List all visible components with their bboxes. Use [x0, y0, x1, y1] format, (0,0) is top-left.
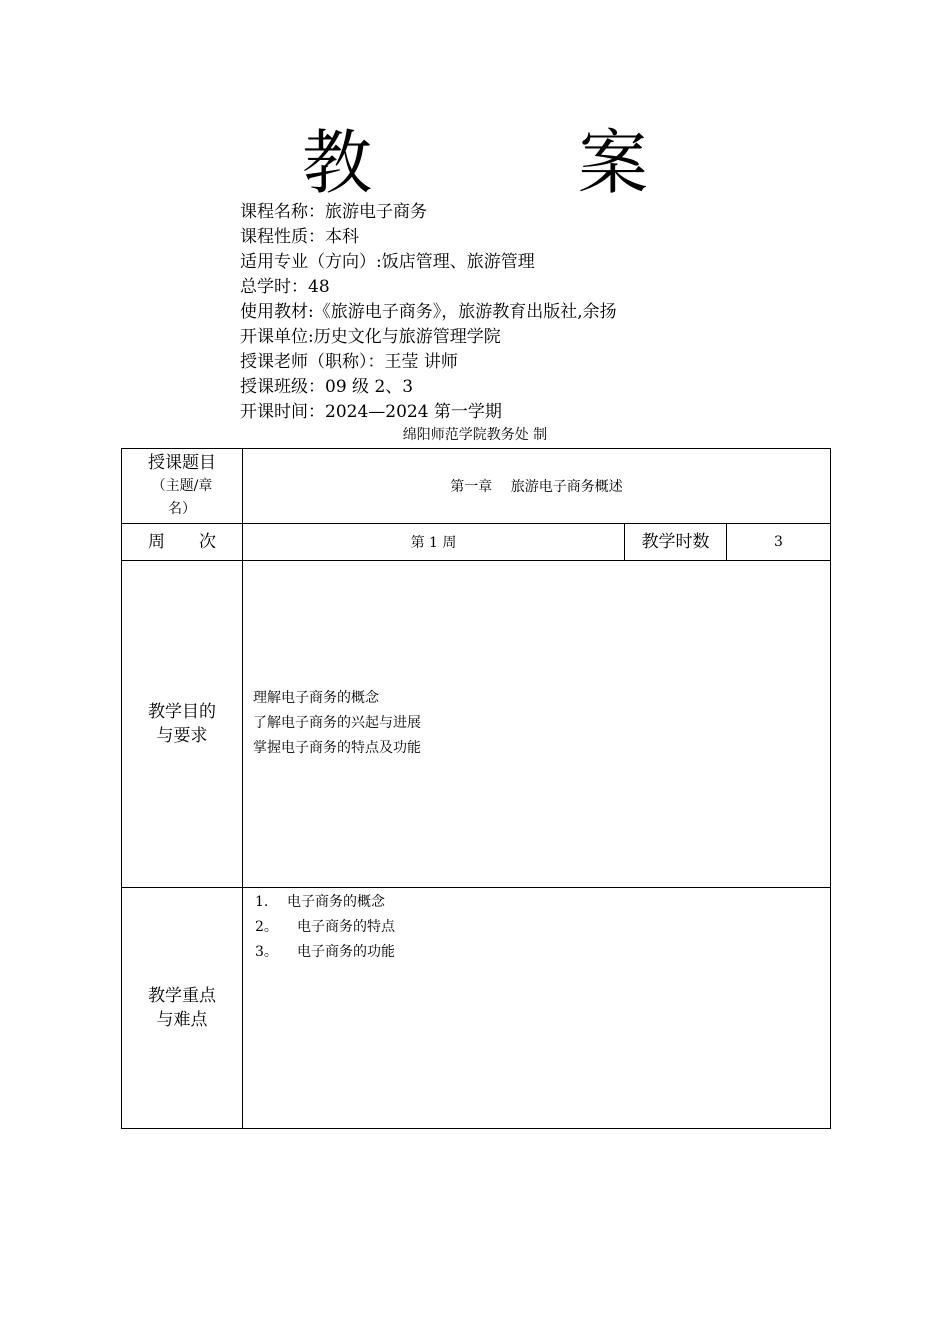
- key-label-1: 教学重点: [148, 986, 216, 1006]
- list-text: 电子商务的概念: [287, 894, 385, 910]
- textbook: 使用教材:《旅游电子商务》，旅游教育出版社,余扬: [240, 302, 617, 322]
- offering-unit: 开课单位:历史文化与旅游管理学院: [240, 327, 501, 347]
- topic-value: 第一章 旅游电子商务概述: [243, 449, 831, 524]
- key-label-cell: [122, 888, 243, 1129]
- list-text: 电子商务的特点: [297, 919, 395, 935]
- goal-item: 了解电子商务的兴起与进展: [253, 715, 421, 731]
- teacher: 授课老师（职称）：王莹 讲师: [240, 352, 458, 372]
- key-points-content: [243, 888, 831, 1129]
- list-item: [255, 915, 830, 940]
- week-value: 第 1 周: [243, 524, 625, 561]
- class: 授课班级：09 级 2、3: [240, 377, 414, 397]
- hours-value: 3: [727, 524, 831, 561]
- topic-sublabel-2: 名）: [168, 501, 196, 517]
- lesson-plan-table: [121, 448, 831, 1129]
- course-nature: 课程性质：本科: [240, 227, 359, 247]
- goals-content: [243, 561, 831, 888]
- list-number: 2。: [255, 919, 278, 935]
- week-row: [122, 524, 831, 561]
- list-text: 电子商务的功能: [297, 944, 395, 960]
- course-info: [240, 200, 617, 425]
- hours-label: 教学时数: [625, 524, 727, 561]
- week-label: 周 次: [122, 524, 243, 561]
- topic-label-cell: [122, 449, 243, 524]
- total-hours: 总学时：48: [240, 277, 330, 297]
- key-label-2: 与难点: [156, 1010, 208, 1030]
- goal-item: 掌握电子商务的特点及功能: [253, 740, 421, 756]
- goals-label-2: 与要求: [156, 726, 208, 746]
- goals-row: [122, 561, 831, 888]
- list-item: [255, 940, 830, 965]
- list-item: [255, 890, 830, 915]
- term: 开课时间：2024—2024 第一学期: [240, 402, 502, 422]
- page-title: 教 案: [302, 122, 716, 204]
- topic-sublabel-1: （主题/章: [151, 478, 213, 494]
- list-number: 3。: [255, 944, 278, 960]
- maker-line: 绵阳师范学院教务处 制: [402, 427, 548, 443]
- list-number: 1.: [255, 894, 269, 910]
- topic-row: [122, 449, 831, 524]
- topic-label: 授课题目: [148, 453, 216, 473]
- key-points-row: [122, 888, 831, 1129]
- goal-item: 理解电子商务的概念: [253, 690, 379, 706]
- goals-label-1: 教学目的: [148, 702, 216, 722]
- course-name: 课程名称：旅游电子商务: [240, 202, 427, 222]
- goals-label-cell: [122, 561, 243, 888]
- applicable-major: 适用专业（方向）:饭店管理、旅游管理: [240, 252, 535, 272]
